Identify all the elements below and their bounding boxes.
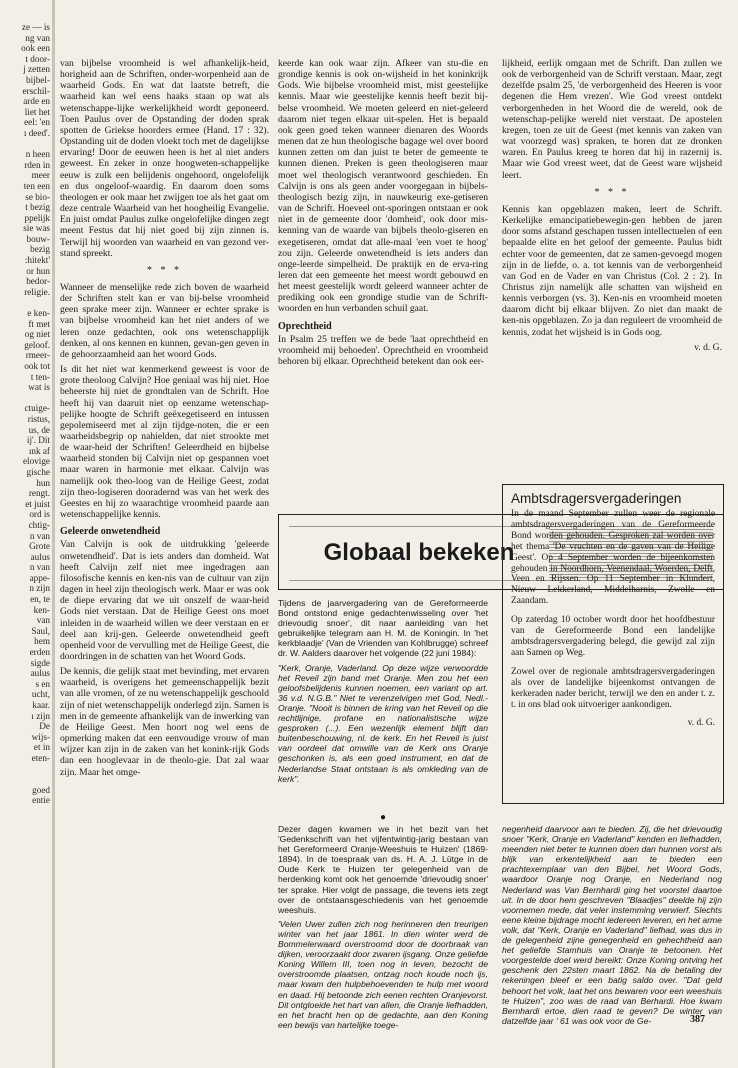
- fragment-line: ctuige-: [24, 403, 50, 414]
- section-separator: * * *: [147, 264, 182, 276]
- fragment-line: n van: [29, 530, 50, 541]
- quote: [502, 824, 722, 1026]
- fragment-line: aulus: [30, 551, 50, 562]
- quote-text: negenheid daarvoor aan te bieden. Zij, die het drievoudig snoer "Kerk, Oranje en Vaderland" kenden en liefhadden, meenden niet beter te kunnen doen dan hunnen vorst als blijk van erkentelijkheid aan te bieden een prachtexemplaar van den Bijbel, het Woord Gods, waardoor Oranje nog Oranje, en Nederland nog Nederland was Van Bernhardi ging het voorstel daartoe uit. In de door hem geschreven "Blaadjes" deelde hij zijn voornemen mede, dat veler instemming verwierf. Slechts eene kleine bijdrage mocht iedereen leveren, en het arme volk, dat "Kerk, Oranje en Vaderland" liefhad, was dus in de gelegenheid zijne genegenheid en gehechtheid aan het geliefde Stamhuis van Oranje te betoonen. Het voorgestelde doel werd bereikt: Onze Koning ontving het geschenk den 22sten maart 1862. Na de betaling der rekeningen bleef er een batig saldo over. "Dat geld behoort het volk, laat het ons bewaren voor een weeshuis te Huizen", zoo was de raad van Berhardi. Hoe kwam Bernhardi ertoe, dien raad te geven? De winter van datzelfde jaar ' 61 was ook voor de Ge-: [502, 824, 722, 1026]
- fragment-line: chtig-: [28, 519, 50, 530]
- fragment-line: n zijn: [29, 583, 50, 594]
- fragment-line: et juist: [25, 498, 50, 509]
- fragment-line: bedor-: [26, 276, 50, 287]
- fragment-line: rengt.: [28, 488, 50, 499]
- author-signature: v. d. G.: [694, 341, 722, 353]
- fragment-line: og niet: [24, 329, 50, 340]
- fragment-line: ristus,: [27, 413, 50, 424]
- paragraph: Zowel over de regionale ambtsdragersvergaderingen als over de landelijke bijeenkomst ontvangen de kerkeraden nader bericht, terwijl we den en ander t. z. t. in ons blad ook uitvoeriger aankondigen.: [511, 666, 715, 710]
- paragraph: lijkheid, eerlijk omgaan met de Schrift. Dan zullen we ook de verborgenheid van de Schrift verstaan. Maar, zegt dezelfde psalm 25, 'de verborgenheid des Heeren is voor degenen die Hem vrezen'. Wie God vreest ontdekt verborgenheden in het Woord die de wereld, ook de wetenschap-pelijke wereld niet verstaat. De apostelen kregen, toen ze uit de Geest (met kennis van zaken van wat voorzegd was) spraken, te horen dat ze dronken waren. En Paulus kreeg te horen dat hij in razernij is. Maar wie God vreest weet, dat de Geest ware wijsheid leert.: [502, 58, 722, 181]
- fragment-line: [0, 764, 50, 775]
- page-number: 387: [690, 1014, 705, 1025]
- fragment-line: aulus: [30, 668, 50, 679]
- fragment-line: elovige: [22, 456, 50, 467]
- fragment-line: n heen: [25, 149, 50, 160]
- paragraph: Tijdens de jaarvergadering van de Gereformeerde Bond ontstond enige gedachtenwisseling over 'het drievoudig snoer', dit naar aanleiding van het gebruikelijke telegram aan H. M. de Koningin. In 'het kerkblaadje' (Van de Vrienden van Kohlbrugge) schreef dr. W. Aalders daarover het volgende (22 juni 1984):: [278, 598, 488, 659]
- globaal-column-a: [278, 598, 488, 798]
- globaal-column-b: [278, 824, 488, 1030]
- fragment-line: t door-: [25, 53, 50, 64]
- fragment-line: [0, 297, 50, 308]
- fragment-line: ord is: [29, 509, 50, 520]
- article-column-2: [278, 58, 488, 502]
- fragment-line: meer: [31, 170, 50, 181]
- fragment-line: hun: [36, 477, 50, 488]
- fragment-line: ten een: [23, 180, 50, 191]
- page-gutter: [52, 0, 55, 1068]
- paragraph: Kennis kan opgeblazen maken, leert de Schrift. Kerkelijke emancipatiebewegin-gen hebben de jaren door soms afstand geschapen tussen intellectuelen of een bepaalde elite en het geloof der gemeente. Paulus bidt echter voor de gemeenten, dat ze samen-gevoegd mogen zijn in de liefde, o. a. tot kennis van de verborgenheid van God en de Vader en van Christus (Col. 2 : 2). In Christus zijn namelijk alle schatten van wijsheid en kennis verborgen (vs. 3). Ken-nis en vroomheid moeten daarom dicht bij elkaar blijven. Zo niet dan maakt de ken-nis opgeblazen. Zo ja dan reguleert de vroomheid de kennis, zodat het wijsheid is in Gods oog.: [502, 203, 722, 338]
- fragment-line: n van: [29, 562, 50, 573]
- paragraph: In de maand September zullen weer de regionale ambtsdragersvergaderingen van de Gereformeerde Bond worden gehouden. Gesproken zal worden over het thema 'De vruchten en de gaven van de Heilige Geest'. Op 4 September worden de bijeenkomsten gehouden in Noordhorn, Veenendaal, Woerden, Delft, Veen en Rijssen. Op 11 September in Klundert, Nieuw Lekkerland, Middelharnis, Zwolle en Zaandam.: [511, 509, 715, 607]
- ambtsdragersvergaderingen-box: [502, 484, 724, 804]
- fragment-line: goed: [32, 784, 50, 795]
- left-page-fragment: [0, 22, 50, 806]
- fragment-line: hem: [34, 636, 50, 647]
- fragment-line: ken-: [33, 604, 50, 615]
- fragment-line: erschil-: [22, 85, 50, 96]
- fragment-line: rden in: [24, 159, 50, 170]
- fragment-line: [0, 774, 50, 785]
- paragraph: De kennis, die gelijk staat met bevinding, met ervaren waarheid, is overigens het gemeenschappelijk bezit van alle vromen, of ze nu wetenschappelijk geschoold zijn of niet wetenschappelijk onderlegd zijn. Samen is men in de gemeente afhankelijk van de inwerking van de Heilige Geest. Men hoort nog wel eens de opmerking maken dat een eenvoudige vrouw of man wijzer kan zijn in de zaken van het konink-rijk Gods dan een hooglevaar in de theolo-gie. Dat zal waar zijn. Maar het omge-: [60, 666, 269, 778]
- fragment-line: De: [39, 721, 50, 732]
- fragment-line: Saul,: [31, 625, 50, 636]
- fragment-line: ook tot: [24, 361, 50, 371]
- fragment-line: bezig: [30, 244, 50, 255]
- fragment-line: religie.: [24, 286, 50, 297]
- fragment-line: t ten-: [30, 371, 50, 382]
- fragment-line: en, te: [30, 594, 50, 605]
- fragment-line: ınk af: [28, 445, 50, 456]
- fragment-line: Grote: [29, 541, 50, 552]
- quote: [278, 919, 488, 1030]
- fragment-line: se bio-: [25, 191, 50, 202]
- fragment-line: appe-: [29, 572, 50, 583]
- fragment-line: sie was: [23, 223, 50, 234]
- quote-text: "Kerk, Oranje, Vaderland. Op deze wijze verwoordde het Reveil zijn band met Oranje. Men zou het een geloofsbelijdenis kunnen noemen, een variant op art. 36 v.d. N.G.B." Niet te verenzelvigen met God, Nedl.- Oranje. "Nooit is binnen de kring van het Reveil op die rechtlijnige, profane en nationalistische wijze gesproken (...). Een wezenlijk element blijft dan buitenbeschouwing, nl. de kerk. En het Reveil is juist van oordeel dat omwille van de Kerk ons Oranje geschonken is, als een goed instrument, en dat de Nederlandse Staat ontstaan is als omkleding van de kerk".: [278, 662, 488, 784]
- fragment-line: ucht,: [31, 689, 50, 700]
- fragment-line: eel: 'en: [24, 117, 50, 128]
- fragment-line: ij'. Dit: [26, 435, 50, 446]
- fragment-line: e ken-: [27, 308, 50, 319]
- fragment-line: [0, 393, 50, 404]
- fragment-line: gische: [26, 466, 50, 477]
- fragment-line: ı zijn: [31, 710, 50, 721]
- paragraph: Wanneer de menselijke rede zich boven de waarheid der Schriften stelt kan er van bij-belse vroomheid geen sprake meer zijn. Wanneer er echter sprake is van bijbelse vroomheid kan het niet anders of we leren onze gedachten, ook ons wetenschapplijk denken, al ons kennen en kunnen, gevan-gen geven in de gehoorzaamheid aan het woord Gods.: [60, 281, 269, 360]
- fragment-line: et in: [33, 742, 50, 753]
- bullet-divider: ●: [379, 812, 387, 823]
- fragment-line: ze — is: [21, 22, 50, 32]
- paragraph: Van Calvijn is ook de uitdrukking 'geleerde onwetendheid'. Dat is iets anders dan domheid. Wat heeft Calvijn zelf niet mee ingedragen aan filosofische kennis en ken-nis van de cultuur van zijn dagen in heel zijn theologisch werk. Maar er was ook de diepe ervaring dat we uit onszelf de waar-heid Gods niet verstaan. Dat de Heilige Geest ons moet inleiden in de waarheid willen we deer verstaan en er deel aan krij-gen. Geleerde onwetendheid geeft openheid voor de vervulling met de Heilige Geest, die doordringen in de schatten van het Woord Gods.: [60, 539, 269, 662]
- paragraph: keerde kan ook waar zijn. Afkeer van stu-die en grondige kennis is ook on-wijsheid in het koninkrijk Gods. Wie bijbelse vroomheid mist, mist geestelijke kennis. Maar wie geestelijke kennis heeft bezit bij-belse vroomheid. We moeten geleerd en niet-geleerd daarom niet tegen elkaar uit-spelen. Het is bepaald ook geen goed teken wanneer dienaren des Woords menen dat ze hun theologische bagage wel over boord kunnen zetten om dan juist te beter de gemeente te kunnen dienen. Preken is geen theologiseren maar moet wel theologisch verantwoord geschieden. En Calvijn is ons als geen ander voorgegaan in bijbels-theologisch bezig zijn, in nauwkeurig exe-getiseren van de Schrift. Hoeveel ont-sporingen ontstaan er ook niet in de gemeente door 'domheid', ook door mis-kenning van de waarde van bijbels theolo-giseren en exegetiseren, omdat dat alle-maal 'een voet te hoog' zou zijn. Geleerde onwetendheid is iets anders dan onge-leerde simpelheid. De praktijk en de erva-ring leren dat een gemeente het meest wordt gebouwd en het meest geestelijk wordt geleerd wanneer achter de prediking ook een grondige studie van de Schrift-woorden en hun verbanden schuil gaat.: [278, 58, 488, 315]
- fragment-line: eten-: [31, 752, 50, 763]
- paragraph: Is dit het niet wat kenmerkend geweest is voor de grote theoloog Calvijn? Hoe geniaal was hij niet. Hoe beheerste hij niet de grondtalen van de Schrift. Hoe heeft hij van daaruit niet op eenzame wetenschap-pelijke hoogte de Schrift geëxegetiseerd en intussen gepolemiseerd met al zijn tijdge-noten, die er een waarheidsbegrip op nahielden, dat niet strookte met de waar-heid der Schriften! Geleerdheid en bijbelse waarheid stonden bij Calvijn niet op gespannen voet maar waren in harmonie met elkaar. Calvijn was namelijk ook theo-loog van de Heilige Geest, zodat zijn theo-logiseren dooradernd was van het werk des Geestes en hij zo waarachtige vroomheid paarde aan wetenschappelijke kennis.: [60, 364, 269, 521]
- section-title: Globaal bekeken: [289, 527, 549, 579]
- fragment-line: ook een: [21, 43, 50, 54]
- fragment-line: bijbel-: [26, 74, 50, 85]
- fragment-line: t bezig: [25, 202, 50, 213]
- fragment-line: j zetten: [23, 64, 50, 75]
- fragment-line: rmeer-: [25, 350, 50, 361]
- paragraph: van bijbelse vroomheid is wel afhankelijk-heid, horigheid aan de Schriften, onder-worpenheid aan de waarheid Gods. En wat dat laatste betreft, die waarheid kan wel eens haaks staan op wat als wetenschappe-lijke werkelijkheid wordt geponeerd. Toen Paulus over de Opstanding der doden sprak spotten de Griekse hoorders ermee (Hand. 17 : 32). Opstanding uit de doden vloekt toch met de dagelijkse ervaring! Door de eeuwen heen is het al niet anders geweest. En zeker in onze hoogweten-schappelijke eeuw is zulk een belijdenis ongehoord, ongelofelijk en dus ongeloof-waardig. En daarom doen soms theologen er ook maar het zwijgen toe als het gaat om deze centrale Waarheid van het hoogheilig Evangelie. En juist omdat Paulus zulke ongelofelijke dingen zegt meent Festus dat hij niet goed bij zijn zinnen is. Terwijl hij woorden van waarheid en van gezond ver-stand spreekt.: [60, 58, 269, 259]
- fragment-line: entie: [32, 795, 50, 806]
- fragment-line: us, de: [28, 424, 50, 435]
- fragment-line: bouw-: [26, 233, 50, 244]
- fragment-line: arde en: [23, 96, 50, 107]
- fragment-line: ı deed'.: [23, 127, 50, 138]
- paragraph: In Psalm 25 treffen we de bede 'laat oprechtheid en vroomheid mij behoeden'. Oprechtheid en vroomheid behoren bij elkaar. Oprechtheid betekent dan ook eer-: [278, 333, 488, 368]
- fragment-line: ft met: [28, 318, 50, 329]
- fragment-line: wijs-: [31, 731, 50, 742]
- fragment-line: sigde: [30, 657, 50, 668]
- quote: [278, 663, 488, 784]
- fragment-line: liet het: [24, 106, 50, 117]
- section-separator: * * *: [594, 186, 630, 198]
- article-column-1: [60, 58, 269, 993]
- fragment-line: kaar.: [32, 700, 50, 710]
- fragment-line: or hun: [26, 265, 50, 276]
- paragraph: Dezer dagen kwamen we in het bezit van het 'Gedenkschrift van het vijfentwintig-jarig bestaan van het Gereformeerd Oranje-Weeshuis te Huizen' (1869-1894). In de toespraak van ds. H. A. J. Lütge in de Oude Kerk te Huizen ter gelegenheid van de herdenking komt ook het genoemde 'drievoudig snoer' ter sprake. Hier volgt de passage, die tevens iets zegt over de ontstaansgeschiedenis van het genoemde weeshuis.: [278, 824, 488, 915]
- fragment-line: :hitekt': [24, 255, 50, 266]
- fragment-line: ppelijk: [24, 212, 50, 223]
- fragment-line: van: [36, 615, 50, 626]
- fragment-line: erden: [29, 647, 50, 658]
- box-title: Ambtsdragersvergaderingen: [511, 491, 682, 506]
- quote-text: 'Velen Uwer zullen zich nog herinneren den treurigen winter van het jaar 1861. In dien winter werd de Bommelerwaard overstroomd door de doorbraak van dijken, veroorzaakt door zwaren ijsgang. Onze geliefde Koning Willem III, toen nog in leven, bezocht de overstroomde plaatsen, ontzag noch koude noch ijs, maar kwam den hulpbehoevenden te hulp met woord en daad. Hij betoonde zich eenen rechten Oranjevorst. Dit ontgloeide het hart van allen, die Oranje liefhadden, en het bracht hen op de gedachte, aan den Koning een bewijs van hartelijke toege-: [278, 918, 488, 1030]
- fragment-line: geloof.: [24, 339, 50, 350]
- fragment-line: s en: [35, 678, 50, 689]
- paragraph: Op zaterdag 10 october wordt door het hoofdbestuur van de Gereformeerde Bond een landelijke ambtsdragersvergadering belegd, die gewijd zal zijn aan Samen op Weg.: [511, 615, 715, 658]
- fragment-line: wat is: [28, 382, 50, 393]
- fragment-line: [0, 139, 50, 150]
- fragment-line: ng van: [25, 32, 50, 43]
- subheading: Geleerde onwetendheid: [60, 526, 161, 538]
- article-column-3: [502, 58, 722, 478]
- subheading: Oprechtheid: [278, 320, 332, 332]
- author-signature: v. d. G.: [687, 718, 715, 729]
